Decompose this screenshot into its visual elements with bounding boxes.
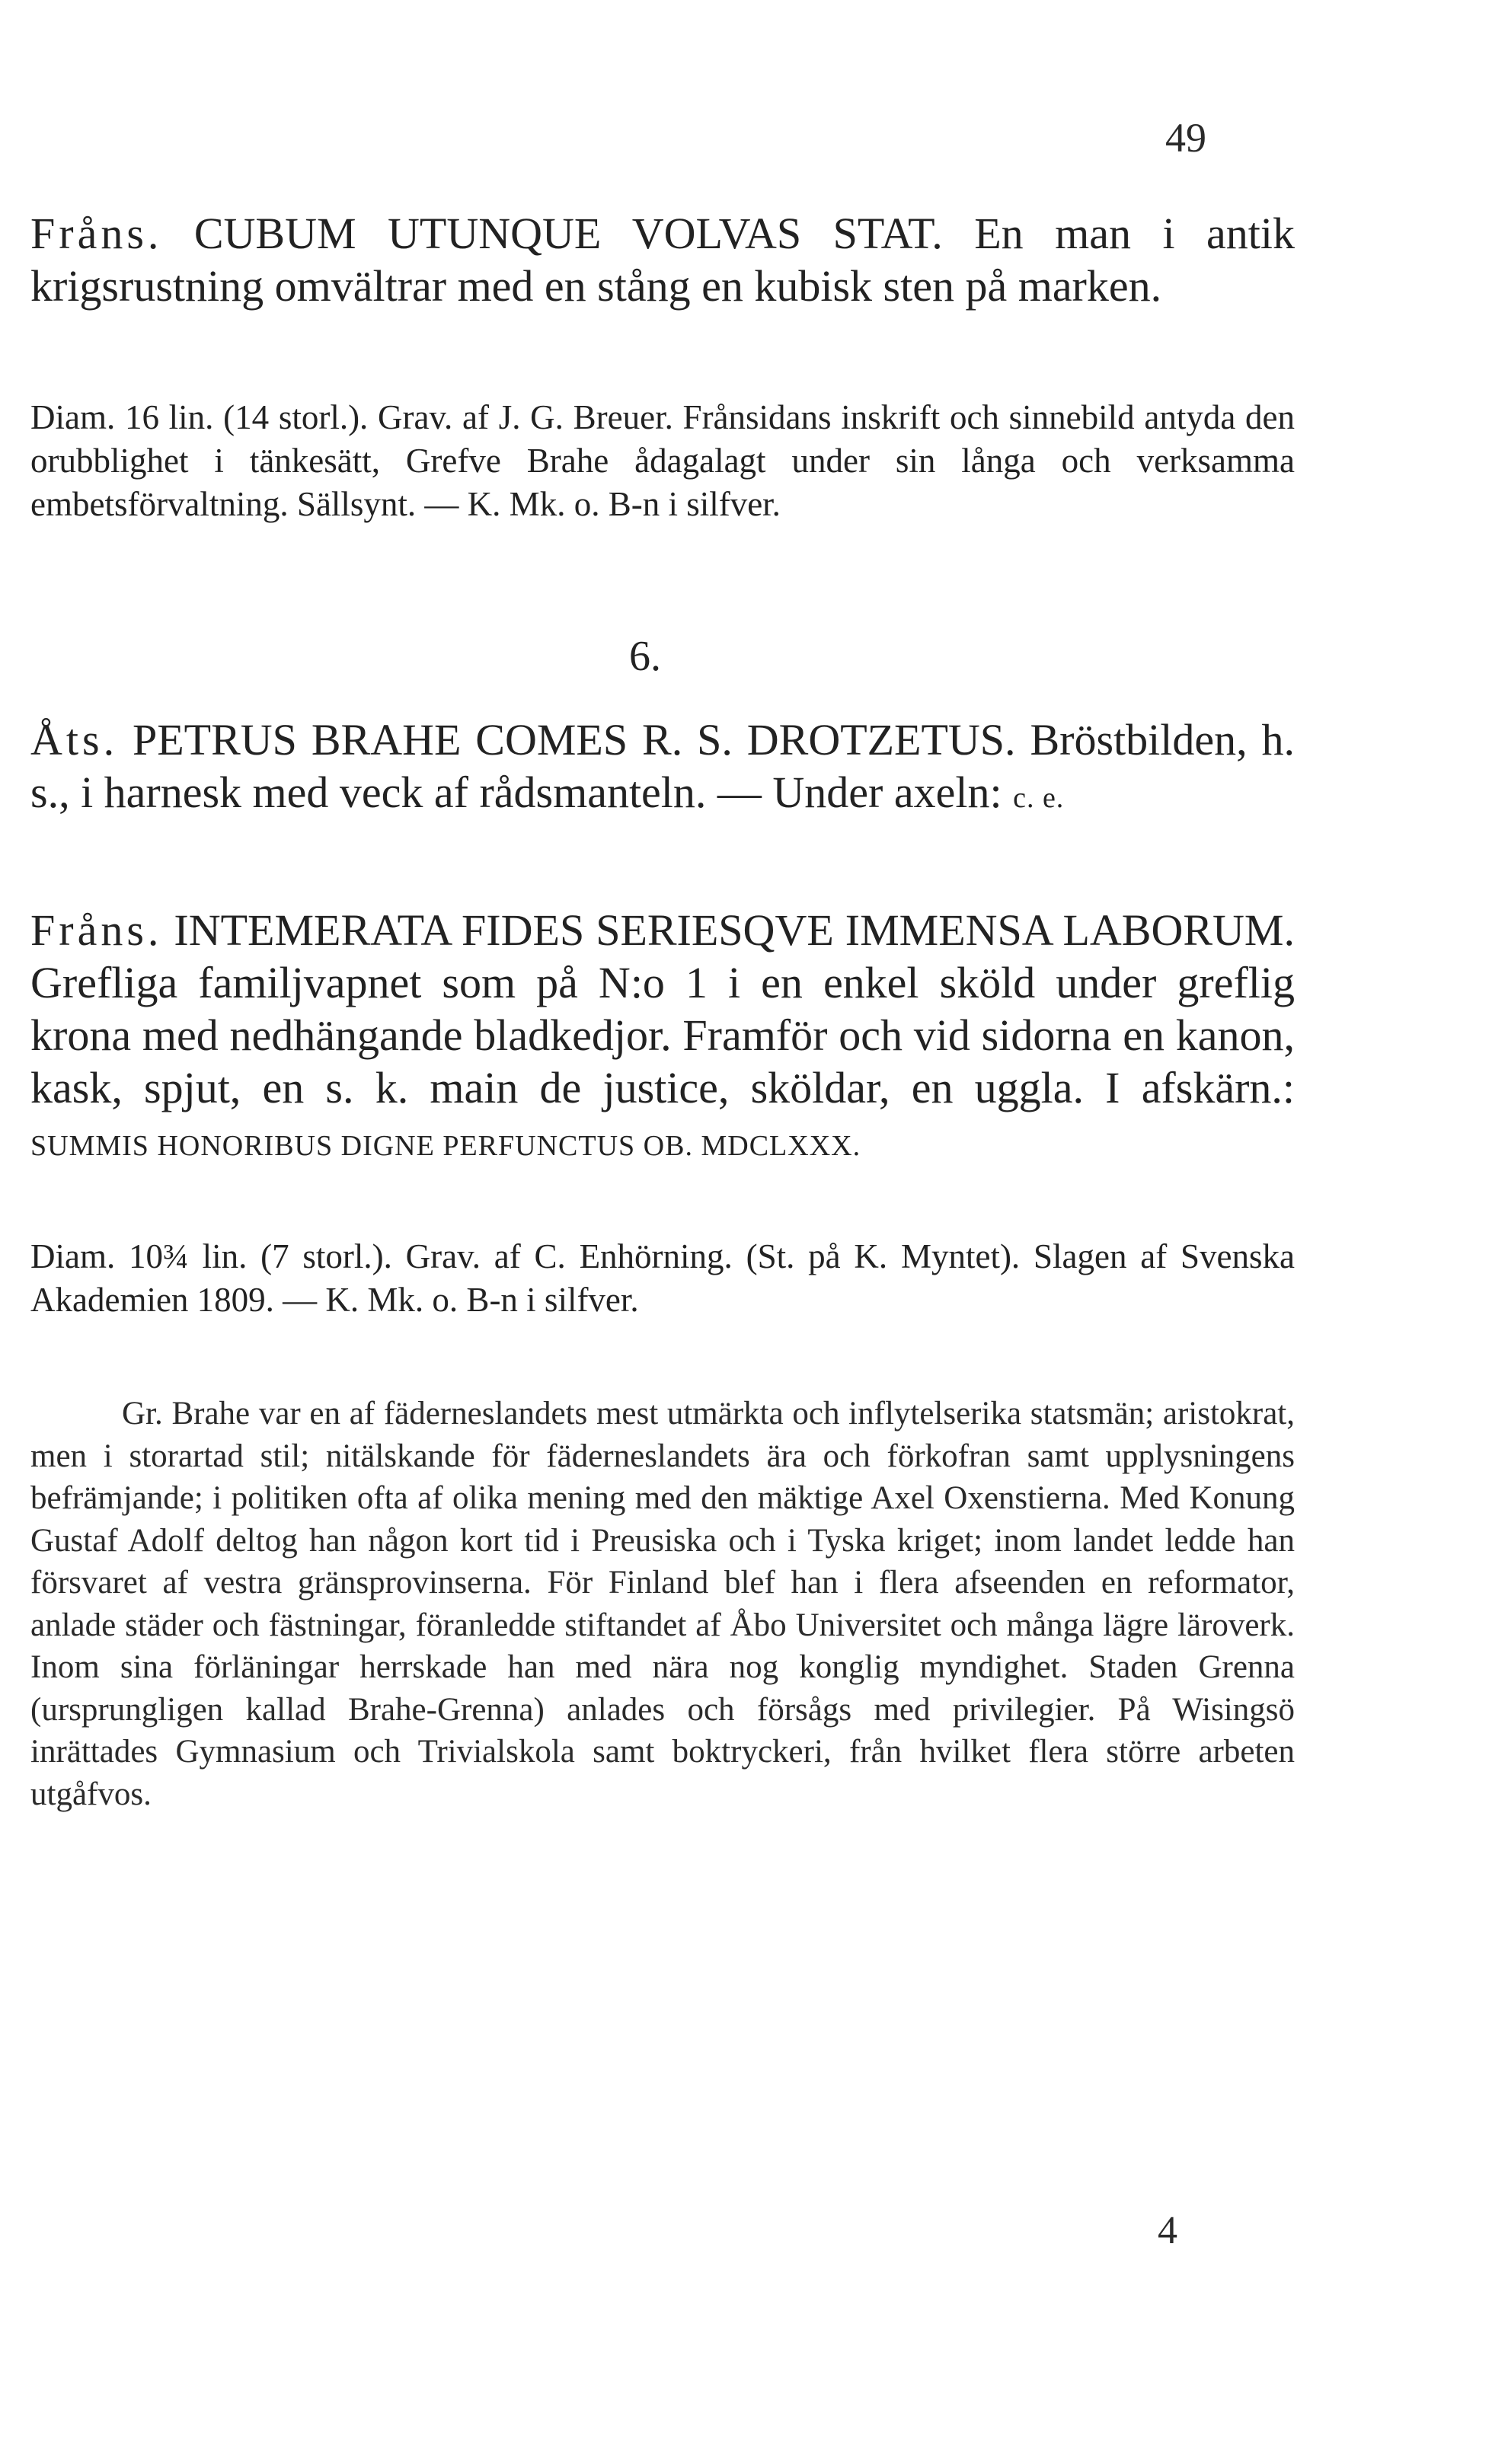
entry-5-reverse-paragraph [30,207,1295,312]
obverse-label: Åts. [30,715,119,764]
reverse-label: Fråns. [30,209,163,258]
entry-6-reverse-paragraph [30,904,1295,1173]
entry-6-details [30,1235,1295,1322]
entry-6-reverse [30,904,1295,1173]
entry-5-reverse [30,207,1295,312]
entry-6-obverse-paragraph [30,713,1295,825]
obverse-initials: c. e. [1013,782,1065,814]
reverse-description: INTEMERATA FIDES SERIESQVE IMMENSA LABORUM. Grefliga familjvapnet som på N:o 1 i en enkel sköld under greflig krona med nedhängande bladkedjor. Framför och vid sidorna en kanon, kask, spjut, en s. k. main de justice, sköldar, en uggla. I afskärn.: [30,905,1295,1112]
entry-6-details-text: Diam. 10¾ lin. (7 storl.). Grav. af C. Enhörning. (St. på K. Myntet). Slagen af Svenska Akademien 1809. — K. Mk. o. B-n i silfver. [30,1237,1295,1319]
page-number: 49 [1165,115,1206,161]
reverse-label: Fråns. [30,905,163,955]
entry-6-number: 6. [629,633,661,680]
entry-5-details-text: Diam. 16 lin. (14 storl.). Grav. af J. G. Breuer. Frånsidans inskrift och sinnebild antyda den orubblighet i tänkesätt, Grefve Brahe ådagalagt under sin långa och verksamma embetsförvaltning. Sällsynt. — K. Mk. o. B-n i silfver. [30,398,1295,523]
signature-mark: 4 [1158,2209,1177,2252]
entry-6-obverse [30,713,1295,825]
obverse-description: PETRUS BRAHE COMES R. S. DROTZETUS. Bröstbilden, h. s., i harnesk med veck af rådsmanteln. — Under axeln: [30,715,1296,817]
biography-text: Gr. Brahe var en af fäderneslandets mest utmärkta och inflytelserika statsmän; aristokrat, men i storartad stil; nitälskande för fäderneslandets ära och förkofran samt upplysningens befrämjande; i politiken ofta af olika mening med den mäktige Axel Oxenstierna. Med Konung Gustaf Adolf deltog han någon kort tid i Preusiska och i Tyska kriget; inom landet ledde han försvaret af vestra gränsprovinserna. För Finland blef han i flera afseenden en reformator, anlade städer och fästningar, föranledde stiftandet af Åbo Universitet och många lägre läroverk. Inom sina förläningar herrskade han med nära nog konglig myndighet. Staden Grenna (ursprungligen kallad Brahe-Grenna) anlades och försågs med privilegier. På Wisingsö inrättades Gymnasium och Trivialskola samt boktryckeri, från hvilket flera större arbeten utgåfvos. [30,1396,1295,1812]
reverse-exergue: SUMMIS HONORIBUS DIGNE PERFUNCTUS OB. MDCLXXX. [30,1130,861,1162]
reverse-description: CUBUM UTUNQUE VOLVAS STAT. En man i antik krigsrustning omvältrar med en stång en kubisk sten på marken. [30,209,1296,311]
entry-5-details [30,396,1295,526]
entry-6-biography [30,1393,1295,1815]
